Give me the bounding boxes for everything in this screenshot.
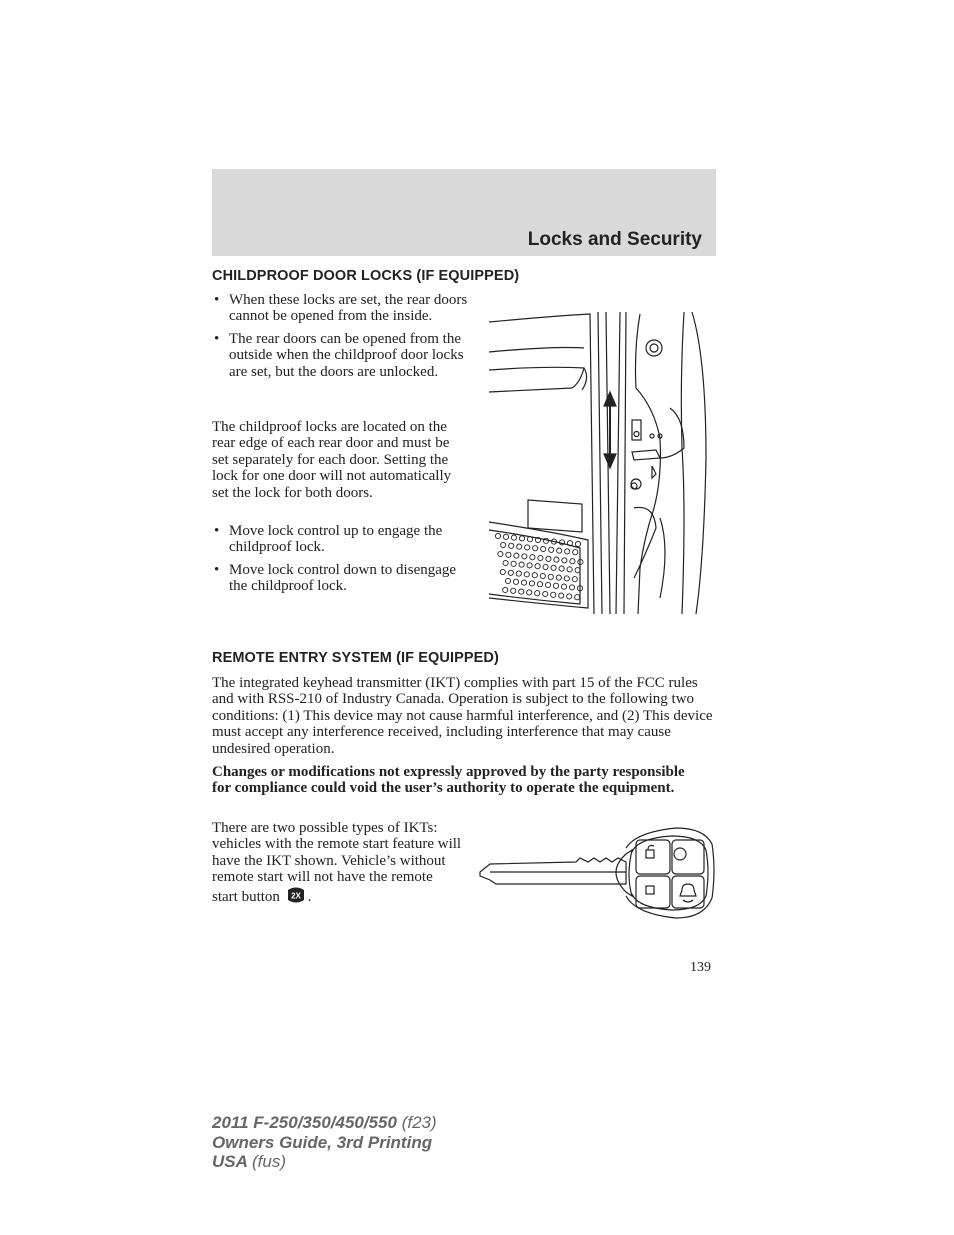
grille-dot bbox=[503, 560, 508, 565]
grille-dot bbox=[570, 559, 575, 564]
warning-paragraph: Changes or modifications not expressly approved by the party responsible for compliance could void the user’s authority to operate the equipment. bbox=[212, 764, 685, 797]
grille-dot bbox=[556, 575, 561, 580]
grille-dot bbox=[511, 588, 516, 593]
grille-dot bbox=[548, 574, 553, 579]
grille-dot bbox=[500, 569, 505, 574]
grille-dot bbox=[519, 562, 524, 567]
footer-market-code: (fus) bbox=[252, 1152, 286, 1171]
list-item: • When these locks are set, the rear doors cannot be opened from the inside. bbox=[212, 292, 470, 325]
grille-dot bbox=[553, 583, 558, 588]
grille-dot bbox=[513, 579, 518, 584]
grille-dot bbox=[532, 573, 537, 578]
grille-dot bbox=[533, 546, 538, 551]
grille-dot bbox=[573, 550, 578, 555]
grille-dot bbox=[561, 584, 566, 589]
grille-dot bbox=[524, 572, 529, 577]
childproof-door-lock-illustration bbox=[484, 308, 714, 622]
grille-dot bbox=[509, 543, 514, 548]
footer-model: 2011 F-250/350/450/550 bbox=[212, 1113, 397, 1132]
grille-dot bbox=[517, 544, 522, 549]
grille-dot bbox=[557, 548, 562, 553]
grille-dot bbox=[514, 553, 519, 558]
page-number: 139 bbox=[690, 960, 711, 975]
footer-market: USA bbox=[212, 1152, 248, 1171]
grille-dot bbox=[529, 581, 534, 586]
grille-dot bbox=[503, 587, 508, 592]
page-title: Locks and Security bbox=[527, 229, 702, 250]
grille-dot bbox=[575, 595, 580, 600]
grille-dot bbox=[551, 565, 556, 570]
header-band bbox=[212, 169, 716, 256]
list-item: • Move lock control down to disengage the childproof lock. bbox=[212, 562, 470, 595]
grille-dot bbox=[549, 547, 554, 552]
grille-dot bbox=[503, 534, 508, 539]
grille-dot bbox=[537, 582, 542, 587]
grille-dot bbox=[516, 571, 521, 576]
grille-dot bbox=[525, 545, 530, 550]
grille-dot bbox=[543, 591, 548, 596]
childproof-bullets-bottom bbox=[212, 523, 470, 595]
grille-dot bbox=[559, 566, 564, 571]
grille-dot bbox=[505, 578, 510, 583]
grille-dot bbox=[508, 570, 513, 575]
ikt-text-end: . bbox=[307, 888, 312, 905]
grille-dot bbox=[519, 589, 524, 594]
grille-dot bbox=[559, 593, 564, 598]
footer-model-code: (f23) bbox=[401, 1113, 437, 1132]
grille-dot bbox=[498, 551, 503, 556]
section-heading-remote-entry: REMOTE ENTRY SYSTEM (IF EQUIPPED) bbox=[212, 650, 499, 666]
grille-dot bbox=[501, 542, 506, 547]
grille-dot bbox=[527, 590, 532, 595]
footer-line-model bbox=[212, 1113, 437, 1133]
footer-line-market bbox=[212, 1152, 437, 1172]
grille-dot bbox=[554, 557, 559, 562]
grille-dot bbox=[562, 558, 567, 563]
grille-dot bbox=[546, 556, 551, 561]
grille-dot bbox=[551, 592, 556, 597]
grille-dot bbox=[511, 535, 516, 540]
footer bbox=[212, 1113, 437, 1172]
grille-dot bbox=[538, 555, 543, 560]
grille-dot bbox=[541, 546, 546, 551]
remote-entry-paragraph: The integrated keyhead transmitter (IKT) complies with part 15 of the FCC rules and with RSS-210 of Industry Canada. Operation is subject to the following two conditions: (1) This device may not cause harmful interference, and (2) This device must accept any interference received, including interference that may cause undesired operation. bbox=[212, 675, 713, 757]
childproof-paragraph: The childproof locks are located on the rear edge of each rear door and must be set separately for each door. Setting the lock for one door will not automatically set the lock for both doors. bbox=[212, 419, 452, 501]
grille-dot bbox=[569, 585, 574, 590]
grille-dot bbox=[540, 573, 545, 578]
grille-dot bbox=[527, 537, 532, 542]
grille-dot bbox=[495, 533, 500, 538]
list-item: • Move lock control up to engage the childproof lock. bbox=[212, 523, 470, 556]
remote-start-icon-label: 2X bbox=[290, 891, 301, 901]
grille-dot bbox=[535, 564, 540, 569]
grille-dot bbox=[564, 576, 569, 581]
grille-dot bbox=[511, 561, 516, 566]
grille-dot bbox=[545, 582, 550, 587]
grille-dot bbox=[522, 554, 527, 559]
ikt-paragraph bbox=[212, 820, 462, 908]
grille-dot bbox=[575, 541, 580, 546]
grille-dot bbox=[567, 567, 572, 572]
grille-dot bbox=[565, 549, 570, 554]
grille-dot bbox=[519, 536, 524, 541]
remote-start-2x-icon bbox=[286, 886, 306, 908]
list-item: • The rear doors can be opened from the outside when the childproof door locks are set, but the doors are unlocked. bbox=[212, 331, 470, 380]
childproof-bullets-top bbox=[212, 292, 470, 380]
grille-dot bbox=[530, 555, 535, 560]
grille-dot bbox=[506, 552, 511, 557]
footer-line-guide: Owners Guide, 3rd Printing bbox=[212, 1132, 433, 1152]
grille-dot bbox=[567, 594, 572, 599]
grille-dot bbox=[535, 591, 540, 596]
keyhead-transmitter-illustration bbox=[476, 826, 716, 920]
ikt-text: There are two possible types of IKTs: vehicles with the remote start feature will have the IKT shown. Vehicle’s without remote start will not have the remote start button bbox=[212, 820, 462, 905]
grille-dot bbox=[543, 564, 548, 569]
grille-dot bbox=[521, 580, 526, 585]
grille-dot bbox=[527, 563, 532, 568]
grille-dot bbox=[572, 577, 577, 582]
section-heading-childproof: CHILDPROOF DOOR LOCKS (IF EQUIPPED) bbox=[212, 268, 520, 284]
